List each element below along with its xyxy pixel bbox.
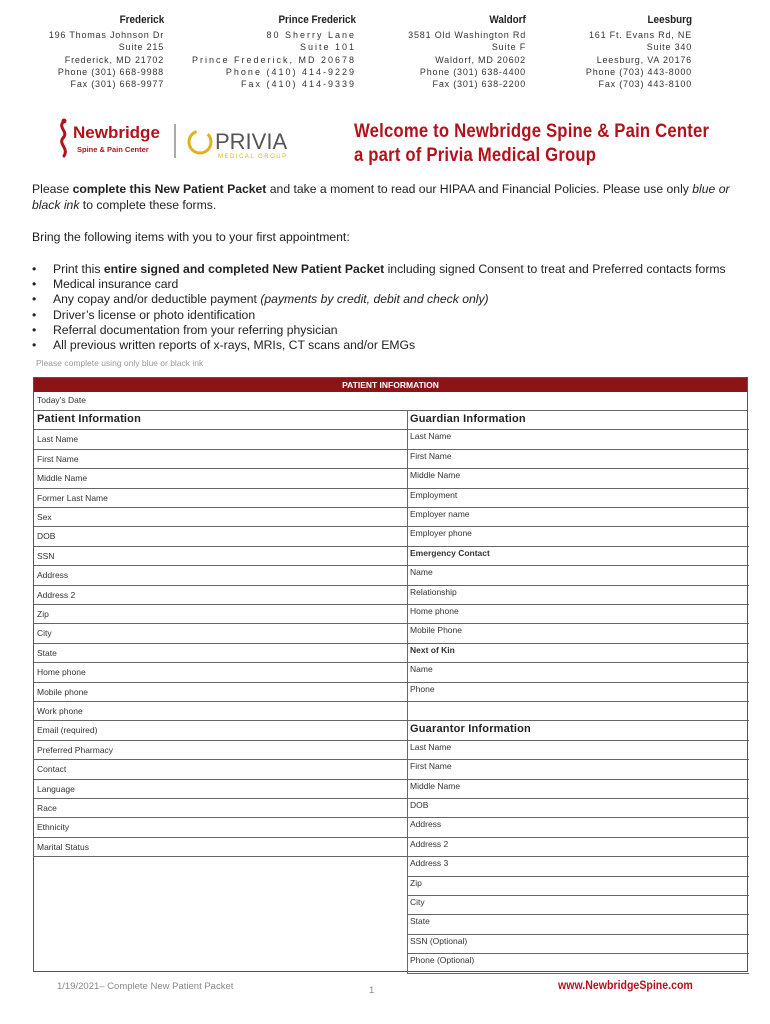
- guarantor-dob-field[interactable]: DOB: [410, 800, 429, 810]
- emergency-mobile-phone-field[interactable]: Mobile Phone: [410, 625, 462, 636]
- patient-work-phone-field[interactable]: Work phone: [37, 706, 83, 716]
- patient-marital-status-field[interactable]: Marital Status: [37, 841, 89, 852]
- office-line: Leesburg, VA 20176: [596, 54, 692, 65]
- patient-preferred-pharmacy-field[interactable]: Preferred Pharmacy: [37, 744, 114, 755]
- office-line: Phone (301) 668-9988: [57, 66, 164, 77]
- patient-ssn-field[interactable]: SSN: [37, 550, 55, 561]
- welcome-line-2: a part of Privia Medical Group: [354, 145, 597, 166]
- list-item: • Any copay and/or deductible payment (payments by credit, debit and check only): [32, 292, 726, 307]
- patient-information-form: [33, 377, 748, 972]
- office-line: Frederick, MD 21702: [64, 54, 164, 65]
- patient-email-required-field[interactable]: Email (required): [37, 725, 98, 736]
- office-line: 80 Sherry Lane: [266, 30, 356, 41]
- patient-mobile-phone-field[interactable]: Mobile phone: [37, 686, 89, 697]
- intro-text: and take a moment to read our HIPAA and Financial Policies. Please use only: [266, 182, 693, 196]
- website-link[interactable]: www.NewbridgeSpine.com: [558, 980, 693, 992]
- guardian-last-name-field[interactable]: Last Name: [410, 431, 452, 442]
- kin-name-field[interactable]: Name: [410, 664, 433, 675]
- list-item: • Driver’s license or photo identification: [32, 308, 726, 323]
- office-leesburg: [586, 14, 692, 90]
- guardian-employer-phone-field[interactable]: Employer phone: [410, 528, 472, 539]
- list-item: • Print this entire signed and completed New Patient Packet including signed Consent to treat and Preferred contacts forms: [32, 262, 726, 277]
- guarantor-phone-optional-field[interactable]: Phone (Optional): [410, 955, 475, 966]
- guarantor-information-title: Guarantor Information: [410, 723, 531, 736]
- office-line: Fax (301) 638-2200: [432, 79, 526, 90]
- office-line: Suite 340: [646, 42, 692, 53]
- patient-former-last-name-field[interactable]: Former Last Name: [37, 492, 108, 503]
- patient-first-name-field[interactable]: First Name: [37, 453, 79, 464]
- spine-mark-icon: [62, 119, 67, 157]
- guarantor-ssn-optional-field[interactable]: SSN (Optional): [410, 935, 468, 946]
- guarantor-address-3-field[interactable]: Address 3: [410, 858, 449, 869]
- emergency-contact-title: Emergency Contact: [410, 547, 490, 558]
- guarantor-last-name-field[interactable]: Last Name: [410, 741, 452, 752]
- office-line: 3581 Old Washington Rd: [408, 30, 526, 41]
- brand-sub: Spine & Pain Center: [77, 145, 149, 154]
- intro-text: to complete these forms.: [79, 198, 217, 212]
- patient-city-field[interactable]: City: [37, 628, 52, 639]
- office-line: Suite 101: [299, 42, 356, 53]
- guarantor-address-field[interactable]: Address: [410, 819, 442, 830]
- office-line: Fax (703) 443-8100: [598, 79, 692, 90]
- office-prince-frederick: [192, 14, 356, 90]
- emergency-relationship-field[interactable]: Relationship: [410, 586, 457, 597]
- guardian-first-name-field[interactable]: First Name: [410, 450, 452, 461]
- office-name: Waldorf: [489, 14, 526, 26]
- guarantor-zip-field[interactable]: Zip: [410, 877, 422, 888]
- patient-address-field[interactable]: Address: [37, 570, 69, 581]
- office-line: Phone (703) 443-8000: [585, 66, 692, 77]
- ink-note: Please complete using only blue or black ink: [36, 358, 204, 368]
- patient-last-name-field[interactable]: Last Name: [37, 434, 79, 445]
- patient-zip-field[interactable]: Zip: [37, 609, 49, 619]
- privia-ring-icon: [189, 131, 211, 153]
- office-line: 161 Ft. Evans Rd, NE: [588, 30, 692, 41]
- partner-name: PRIVIA: [215, 129, 288, 154]
- patient-sex-field[interactable]: Sex: [37, 512, 52, 522]
- patient-language-field[interactable]: Language: [37, 783, 75, 794]
- list-item: • Referral documentation from your referring physician: [32, 323, 726, 338]
- intro-italic: blue or black ink: [32, 182, 730, 212]
- intro-text: Please: [32, 182, 73, 196]
- office-frederick: [49, 14, 164, 90]
- guarantor-address-2-field[interactable]: Address 2: [410, 838, 449, 849]
- emergency-name-field[interactable]: Name: [410, 567, 433, 578]
- patient-state-field[interactable]: State: [37, 647, 57, 658]
- office-line: Waldorf, MD 20602: [435, 54, 526, 65]
- list-item: • Medical insurance card: [32, 277, 726, 292]
- office-waldorf: [408, 14, 526, 90]
- bring-items-heading: Bring the following items with you to your first appointment:: [32, 230, 350, 244]
- guardian-employment-field[interactable]: Employment: [410, 489, 458, 500]
- office-name: Frederick: [119, 14, 164, 26]
- guarantor-state-field[interactable]: State: [410, 916, 430, 927]
- intro-paragraph: [32, 181, 747, 213]
- office-line: Phone (410) 414-9229: [225, 66, 356, 77]
- patient-middle-name-field[interactable]: Middle Name: [37, 473, 88, 484]
- patient-contact-field[interactable]: Contact: [37, 764, 67, 775]
- patient-ethnicity-field[interactable]: Ethnicity: [37, 822, 70, 833]
- guardian-middle-name-field[interactable]: Middle Name: [410, 470, 461, 481]
- office-line: Suite F: [491, 42, 526, 53]
- guardian-employer-name-field[interactable]: Employer name: [410, 509, 470, 519]
- form-header: PATIENT INFORMATION: [34, 378, 747, 392]
- kin-phone-field[interactable]: Phone: [410, 683, 435, 694]
- intro-bold: complete this New Patient Packet: [72, 182, 267, 196]
- office-line: Fax (301) 668-9977: [70, 79, 164, 90]
- patient-address-2-field[interactable]: Address 2: [37, 589, 76, 600]
- patient-information-title: Patient Information: [37, 413, 142, 425]
- guarantor-city-field[interactable]: City: [410, 897, 425, 907]
- page-number: 1: [369, 985, 375, 996]
- brand-name: Newbridge: [73, 123, 160, 142]
- patient-home-phone-field[interactable]: Home phone: [37, 667, 86, 678]
- emergency-home-phone-field[interactable]: Home phone: [410, 606, 459, 616]
- guarantor-first-name-field[interactable]: First Name: [410, 761, 452, 772]
- guarantor-middle-name-field[interactable]: Middle Name: [410, 780, 461, 791]
- next-of-kin-title: Next of Kin: [410, 644, 455, 655]
- partner-sub: MEDICAL GROUP: [218, 154, 288, 160]
- office-line: Prince Frederick, MD 20678: [191, 54, 356, 65]
- patient-race-field[interactable]: Race: [37, 803, 57, 813]
- office-name: Prince Frederick: [278, 14, 356, 26]
- bring-items-list: [32, 262, 726, 353]
- todays-date-field[interactable]: Today’s Date: [37, 395, 86, 405]
- office-line: Suite 215: [118, 42, 164, 53]
- guardian-information-title: Guardian Information: [410, 413, 526, 425]
- office-line: Fax (410) 414-9339: [240, 79, 356, 90]
- list-item: • All previous written reports of x-rays, MRIs, CT scans and/or EMGs: [32, 338, 726, 353]
- newbridge-privia-logo: [55, 118, 305, 162]
- welcome-line-1: Welcome to Newbridge Spine & Pain Center: [354, 121, 710, 142]
- office-line: Phone (301) 638-4400: [419, 66, 526, 77]
- office-name: Leesburg: [647, 14, 692, 26]
- footer-date: 1/19/2021– Complete New Patient Packet: [57, 981, 234, 992]
- patient-dob-field[interactable]: DOB: [37, 531, 56, 542]
- office-line: 196 Thomas Johnson Dr: [48, 30, 164, 41]
